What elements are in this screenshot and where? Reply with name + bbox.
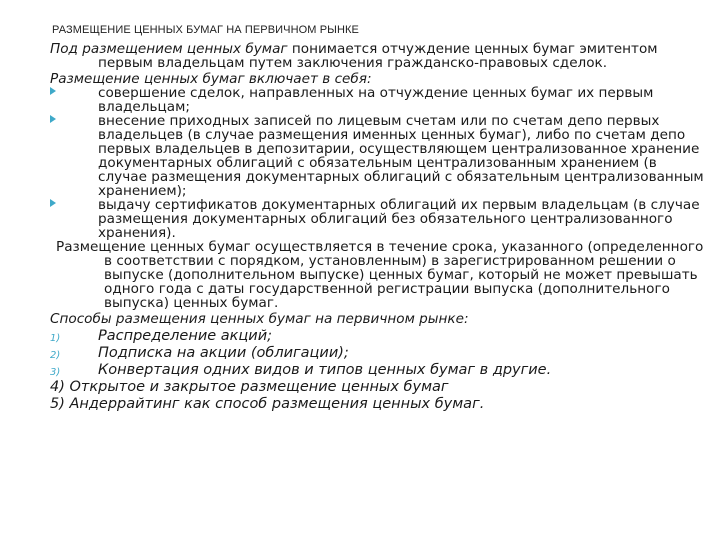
arrow-bullet-icon	[50, 87, 56, 95]
method-item	[50, 328, 710, 344]
bullet-item	[50, 114, 710, 198]
bullet-item	[50, 198, 710, 240]
method-number: 2)	[50, 350, 61, 361]
method-number: 1)	[50, 333, 61, 344]
term-paragraph: Размещение ценных бумаг осуществляется в течение срока, указанного (определенного в соответствии с порядком, установленным) в зарегистрированном решении о выпуске (дополнительном выпуске) ценных бумаг, который не может превышать одного года с даты государственной регистрации выпуска (дополнительного выпуска) ценных бумаг.	[56, 239, 704, 311]
method-item-plain: 5) Андеррайтинг как способ размещения ценных бумаг.	[50, 396, 485, 412]
includes-heading: Размещение ценных бумаг включает в себя:	[50, 71, 372, 87]
slide-title: РАЗМЕЩЕНИЕ ЦЕННЫХ БУМАГ НА ПЕРВИЧНОМ РЫНКЕ	[52, 24, 359, 36]
methods-list	[50, 328, 710, 412]
bullet-item	[50, 86, 710, 114]
arrow-bullet-icon	[50, 115, 56, 123]
method-text: Распределение акций;	[98, 328, 273, 344]
method-item-plain: 4) Открытое и закрытое размещение ценных бумаг	[50, 379, 449, 395]
method-text: Подписка на акции (облигации);	[98, 345, 349, 361]
method-item	[50, 345, 710, 361]
definition-text: понимается отчуждение ценных бумаг эмитентом первым владельцам путем заключения гражданско-правовых сделок.	[98, 41, 658, 71]
slide-body	[50, 42, 710, 412]
arrow-bullet-icon	[50, 199, 56, 207]
method-text: Конвертация одних видов и типов ценных бумаг в другие.	[98, 362, 552, 378]
methods-heading: Способы размещения ценных бумаг на первичном рынке:	[50, 311, 469, 327]
definition-term: Под размещением ценных бумаг	[50, 41, 288, 57]
bullet-text: выдачу сертификатов документарных облигаций их первым владельцам (в случае размещения документарных облигаций без обязательного централизованного хранения).	[98, 197, 700, 241]
bullet-text: совершение сделок, направленных на отчуждение ценных бумаг их первым владельцам;	[98, 85, 654, 115]
definition-paragraph	[50, 42, 710, 70]
bullet-text: внесение приходных записей по лицевым счетам или по счетам депо первых владельцев (в случае размещения именных ценных бумаг), либо по счетам депо первых владельцев в депозитарии, осуществляющем централизованное хранение документарных облигаций с обязательным централизованным хранением (в случае размещения документарных облигаций с обязательным централизованным хранением);	[98, 113, 704, 199]
method-item	[50, 362, 710, 378]
method-number: 3)	[50, 367, 61, 378]
